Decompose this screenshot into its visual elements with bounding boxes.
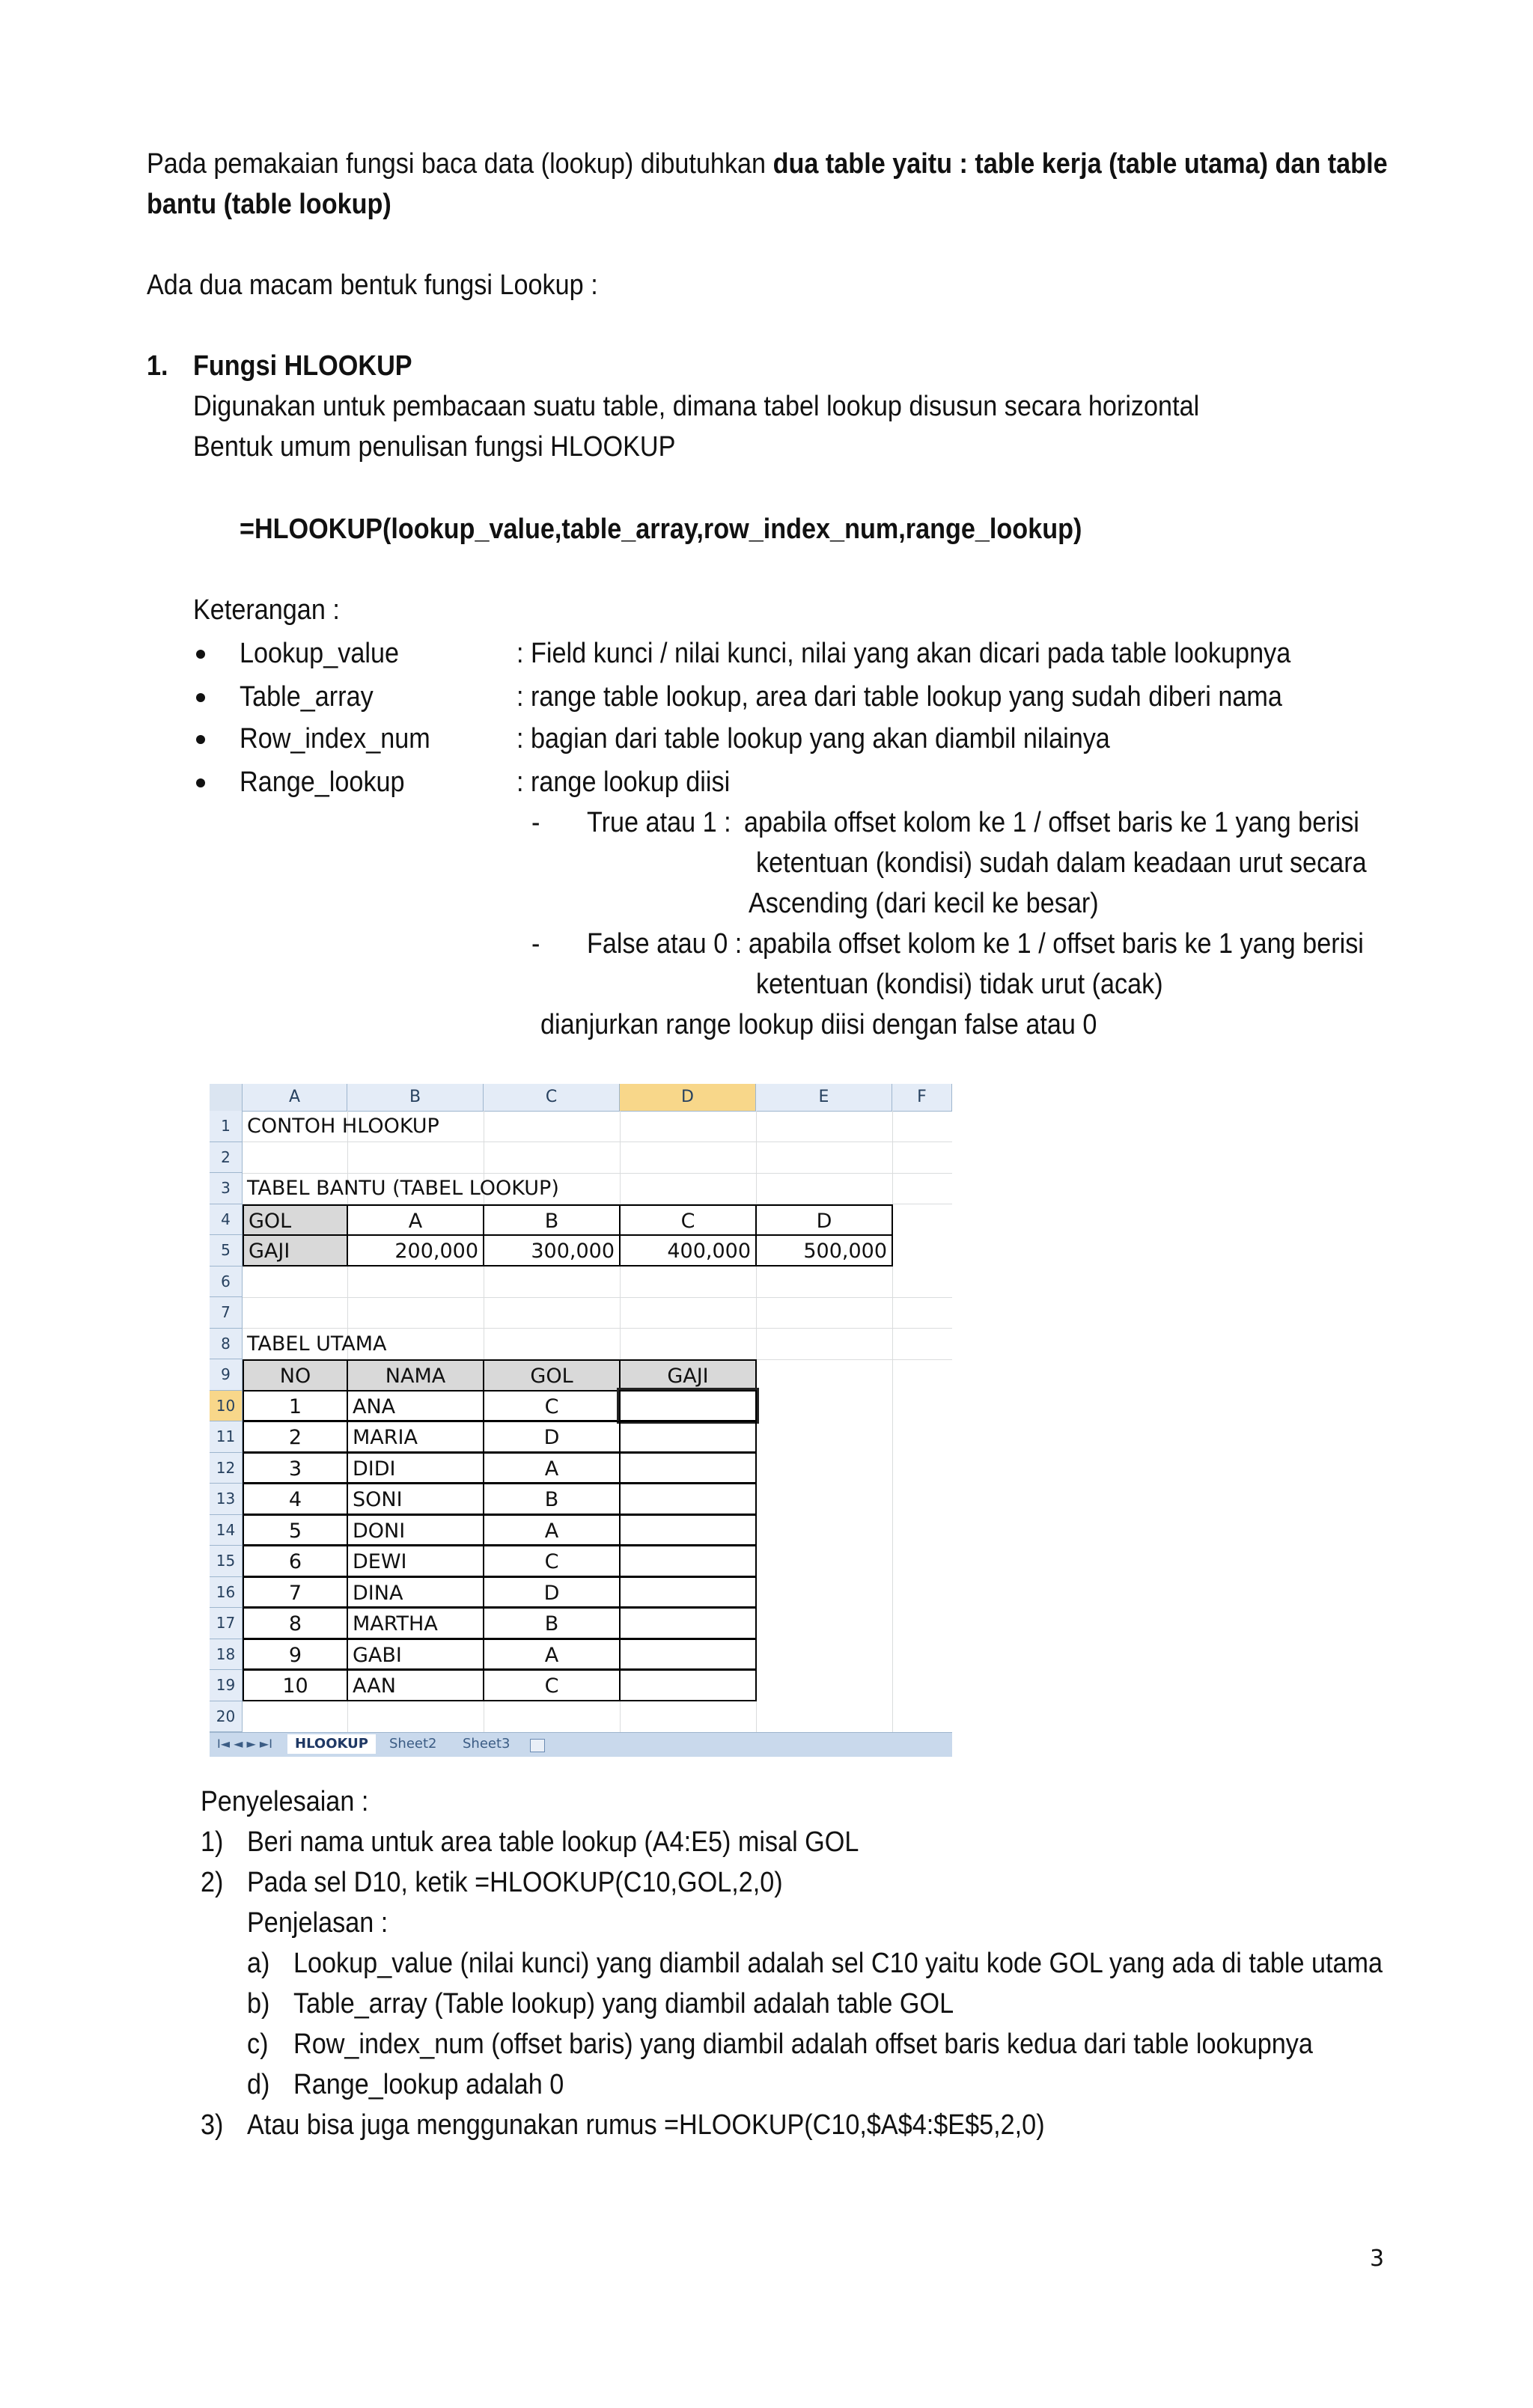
main-table-cell: DEWI	[347, 1545, 484, 1577]
row-header: 8	[210, 1329, 243, 1360]
solution-heading: Penyelesaian :	[201, 1786, 369, 1817]
lookup-cell: 300,000	[483, 1234, 621, 1267]
sheet-nav-arrows-icon[interactable]: I◄ ◄ ► ►I	[217, 1737, 272, 1751]
page-number: 3	[1370, 2246, 1385, 2272]
section-general-form: Bentuk umum penulisan fungsi HLOOKUP	[193, 431, 676, 463]
gaji-empty-cell[interactable]	[619, 1483, 757, 1515]
lookup-cell: 500,000	[755, 1234, 893, 1267]
hlookup-formula: =HLOOKUP(lookup_value,table_array,row_index_num,range_lookup)	[240, 513, 1082, 545]
param-desc: : Field kunci / nilai kunci, nilai yang akan dicari pada table lookupnya	[516, 638, 1291, 669]
option-false-label: False atau 0 :	[587, 928, 743, 960]
lookup-cell: 400,000	[619, 1234, 757, 1267]
intro-text: Pada pemakaian fungsi baca data (lookup) dibutuhkan	[147, 148, 773, 180]
param-name: Table_array	[240, 681, 374, 713]
lookup-cell: A	[347, 1204, 484, 1237]
main-table-cell: 5	[243, 1514, 348, 1546]
main-table-cell: DONI	[347, 1514, 484, 1546]
main-table-cell: MARIA	[347, 1421, 484, 1453]
step-text: Atau bisa juga menggunakan rumus =HLOOKUP(C10,$A$4:$E$5,2,0)	[247, 2109, 1045, 2141]
main-table-cell: 9	[243, 1639, 348, 1671]
column-header: C	[484, 1084, 620, 1111]
row-header: 16	[210, 1577, 243, 1609]
row-header: 14	[210, 1515, 243, 1546]
penjelasan-heading: Penjelasan :	[247, 1907, 388, 1939]
step-number: 1)	[201, 1826, 224, 1858]
main-table-cell: SONI	[347, 1483, 484, 1515]
intro-lookup-types: Ada dua macam bentuk fungsi Lookup :	[147, 269, 598, 301]
main-table-cell: D	[483, 1576, 621, 1609]
bullet-icon	[196, 650, 205, 659]
intro-paragraph-line1	[147, 147, 1388, 181]
step-text: Beri nama untuk area table lookup (A4:E5) misal GOL	[247, 1826, 859, 1858]
gaji-empty-cell[interactable]	[619, 1421, 757, 1453]
main-table-cell: DIDI	[347, 1452, 484, 1484]
param-desc: : range table lookup, area dari table lookup yang sudah diberi nama	[516, 681, 1282, 713]
row-header: 15	[210, 1546, 243, 1577]
param-desc: : range lookup diisi	[516, 766, 731, 798]
lookup-cell: GAJI	[243, 1234, 348, 1267]
sub-step-letter: a)	[247, 1948, 270, 1979]
main-table-cell: C	[483, 1669, 621, 1701]
option-true-text: Ascending (dari kecil ke besar)	[749, 888, 1099, 919]
main-table-cell: 3	[243, 1452, 348, 1484]
sheet-tab-sheet3[interactable]: Sheet3	[463, 1736, 511, 1752]
param-name: Lookup_value	[240, 638, 399, 669]
row-header: 9	[210, 1359, 243, 1391]
param-name: Range_lookup	[240, 766, 405, 798]
sub-step-text: Lookup_value (nilai kunci) yang diambil adalah sel C10 yaitu kode GOL yang ada di table utama	[293, 1948, 1383, 1979]
main-header-cell: NO	[243, 1359, 348, 1392]
column-header: B	[347, 1084, 484, 1111]
intro-paragraph-line2: bantu (table lookup)	[147, 189, 391, 220]
recommendation-text: dianjurkan range lookup diisi dengan false atau 0	[540, 1009, 1097, 1040]
row-header: 11	[210, 1421, 243, 1453]
lookup-cell: GOL	[243, 1204, 348, 1237]
sheet-tab-hlookup[interactable]: HLOOKUP	[287, 1734, 376, 1754]
main-table-cell: GABI	[347, 1639, 484, 1671]
row-header: 17	[210, 1608, 243, 1639]
main-table-cell: A	[483, 1514, 621, 1546]
gridline	[243, 1297, 952, 1298]
main-table-cell: AAN	[347, 1669, 484, 1701]
lookup-table-title: TABEL BANTU (TABEL LOOKUP)	[247, 1177, 559, 1200]
main-table-cell: MARTHA	[347, 1607, 484, 1639]
lookup-cell: C	[619, 1204, 757, 1237]
row-header: 6	[210, 1267, 243, 1298]
main-table-cell: 8	[243, 1607, 348, 1639]
spreadsheet-screenshot	[210, 1084, 952, 1757]
row-header: 20	[210, 1701, 243, 1733]
step-text: Pada sel D10, ketik =HLOOKUP(C10,GOL,2,0)	[247, 1867, 783, 1898]
row-header-selected: 10	[210, 1391, 243, 1422]
main-table-cell: C	[483, 1545, 621, 1577]
main-table-cell: 4	[243, 1483, 348, 1515]
bullet-icon	[196, 693, 205, 702]
option-dash: -	[531, 807, 540, 838]
row-header: 18	[210, 1639, 243, 1671]
column-header: A	[243, 1084, 347, 1111]
intro-bold-text: dua table yaitu : table kerja (table utama) dan table	[772, 148, 1388, 180]
main-table-cell: B	[483, 1607, 621, 1639]
option-false-text: apabila offset kolom ke 1 / offset baris ke 1 yang berisi	[749, 928, 1364, 960]
row-header: 1	[210, 1111, 243, 1142]
main-header-cell: NAMA	[347, 1359, 484, 1392]
gaji-empty-cell[interactable]	[619, 1607, 757, 1639]
sub-step-letter: c)	[247, 2028, 269, 2060]
option-true-label: True atau 1 :	[587, 807, 731, 838]
row-header: 19	[210, 1670, 243, 1701]
main-table-cell: 7	[243, 1576, 348, 1609]
main-table-cell: 6	[243, 1545, 348, 1577]
main-header-cell: GAJI	[619, 1359, 757, 1392]
step-number: 3)	[201, 2109, 224, 2141]
gaji-empty-cell[interactable]	[619, 1669, 757, 1701]
option-true-text: apabila offset kolom ke 1 / offset baris ke 1 yang berisi	[744, 807, 1359, 838]
main-table-cell: D	[483, 1421, 621, 1453]
main-table-cell: 10	[243, 1669, 348, 1701]
keterangan-heading: Keterangan :	[193, 594, 340, 626]
section-number: 1.	[147, 350, 168, 382]
section-title: Fungsi HLOOKUP	[193, 350, 412, 382]
gaji-empty-cell[interactable]	[619, 1639, 757, 1671]
bullet-icon	[196, 778, 205, 787]
row-header: 5	[210, 1235, 243, 1267]
main-table-cell: ANA	[347, 1390, 484, 1422]
insert-sheet-icon[interactable]	[530, 1739, 545, 1752]
main-table-cell: B	[483, 1483, 621, 1515]
section-description: Digunakan untuk pembacaan suatu table, dimana tabel lookup disusun secara horizontal	[193, 391, 1200, 422]
row-header: 3	[210, 1173, 243, 1204]
step-number: 2)	[201, 1867, 224, 1898]
param-desc: : bagian dari table lookup yang akan diambil nilainya	[516, 723, 1110, 755]
sheet-title: CONTOH HLOOKUP	[247, 1115, 439, 1138]
select-all-corner	[210, 1084, 243, 1111]
column-header: E	[756, 1084, 892, 1111]
main-table-cell: 1	[243, 1390, 348, 1422]
active-cell-d10[interactable]	[619, 1390, 757, 1422]
main-table-title: TABEL UTAMA	[247, 1332, 387, 1356]
sub-step-text: Row_index_num (offset baris) yang diambil adalah offset baris kedua dari table lookupnya	[293, 2028, 1313, 2060]
main-table-cell: C	[483, 1390, 621, 1422]
gaji-empty-cell[interactable]	[619, 1514, 757, 1546]
sub-step-letter: b)	[247, 1988, 270, 2020]
sheet-tab-sheet2[interactable]: Sheet2	[389, 1736, 437, 1752]
option-true-text: ketentuan (kondisi) sudah dalam keadaan urut secara	[756, 847, 1367, 879]
gaji-empty-cell[interactable]	[619, 1452, 757, 1484]
row-header: 13	[210, 1484, 243, 1515]
row-header: 12	[210, 1453, 243, 1484]
main-table-cell: A	[483, 1639, 621, 1671]
row-header: 7	[210, 1297, 243, 1329]
gaji-empty-cell[interactable]	[619, 1576, 757, 1609]
bullet-icon	[196, 735, 205, 744]
param-name: Row_index_num	[240, 723, 430, 755]
row-header: 4	[210, 1204, 243, 1236]
sub-step-text: Table_array (Table lookup) yang diambil adalah table GOL	[293, 1988, 954, 2020]
main-table-cell: A	[483, 1452, 621, 1484]
column-header: F	[892, 1084, 952, 1111]
main-table-cell: DINA	[347, 1576, 484, 1609]
sub-step-letter: d)	[247, 2069, 270, 2100]
main-table-cell: 2	[243, 1421, 348, 1453]
gaji-empty-cell[interactable]	[619, 1545, 757, 1577]
column-header-selected: D	[620, 1084, 756, 1111]
option-dash: -	[531, 928, 540, 960]
sheet-tab-bar	[210, 1732, 952, 1757]
lookup-cell: B	[483, 1204, 621, 1237]
lookup-cell: D	[755, 1204, 893, 1237]
main-header-cell: GOL	[483, 1359, 621, 1392]
sub-step-text: Range_lookup adalah 0	[293, 2069, 564, 2100]
option-false-text: ketentuan (kondisi) tidak urut (acak)	[756, 969, 1163, 1000]
row-header: 2	[210, 1142, 243, 1174]
lookup-cell: 200,000	[347, 1234, 484, 1267]
